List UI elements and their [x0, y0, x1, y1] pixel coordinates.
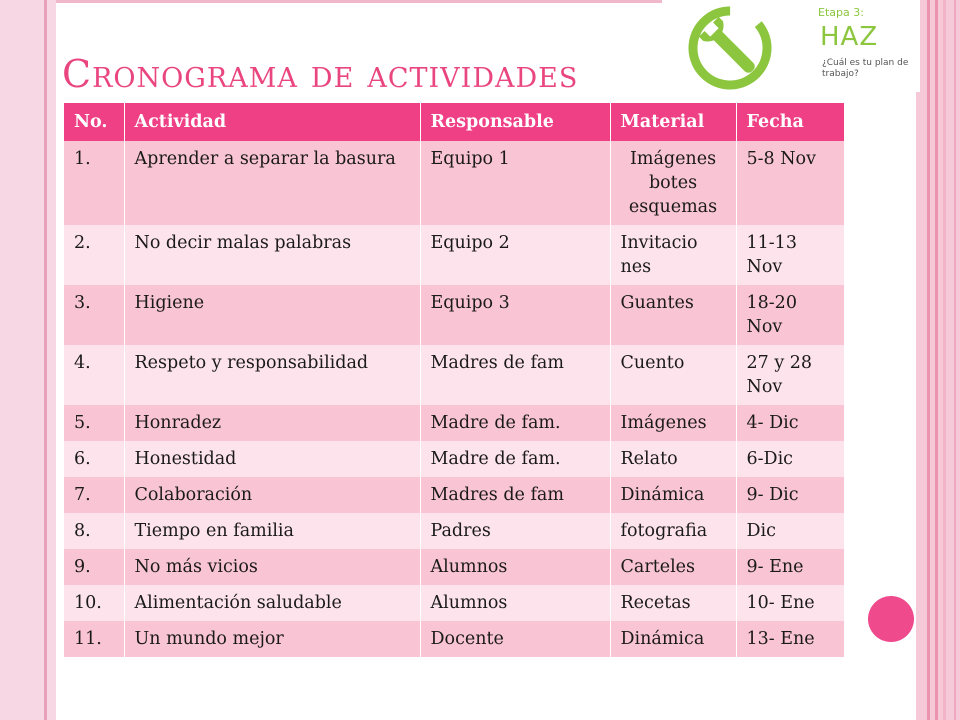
cell-material: Dinámica	[610, 621, 736, 657]
cell-material: Carteles	[610, 549, 736, 585]
cell-actividad: No más vicios	[124, 549, 420, 585]
stripe-line	[927, 0, 930, 720]
decorative-circle	[868, 596, 914, 642]
cell-responsable: Madre de fam.	[420, 405, 610, 441]
cell-material: Invitacio nes	[610, 225, 736, 285]
cell-responsable: Alumnos	[420, 585, 610, 621]
header-material: Material	[610, 103, 736, 141]
header-fecha: Fecha	[736, 103, 844, 141]
cell-fecha: 27 y 28 Nov	[736, 345, 844, 405]
table-row	[64, 405, 844, 441]
cell-no: 4.	[64, 345, 124, 405]
cell-responsable: Madres de fam	[420, 345, 610, 405]
cell-no: 8.	[64, 513, 124, 549]
cell-fecha: 10- Ene	[736, 585, 844, 621]
cell-actividad: Colaboración	[124, 477, 420, 513]
cell-no: 9.	[64, 549, 124, 585]
slide-title: Cronograma de actividades	[62, 52, 579, 96]
table-row	[64, 225, 844, 285]
cell-material: Guantes	[610, 285, 736, 345]
cell-responsable: Equipo 2	[420, 225, 610, 285]
table-row	[64, 549, 844, 585]
cell-fecha: 6-Dic	[736, 441, 844, 477]
cell-material: Imágenes	[610, 405, 736, 441]
table-row	[64, 285, 844, 345]
haz-logo	[662, 0, 920, 92]
cell-actividad: Tiempo en familia	[124, 513, 420, 549]
cell-no: 2.	[64, 225, 124, 285]
stripe-line	[943, 0, 946, 720]
cell-responsable: Equipo 3	[420, 285, 610, 345]
table-row	[64, 621, 844, 657]
cell-responsable: Alumnos	[420, 549, 610, 585]
cell-fecha: 5-8 Nov	[736, 141, 844, 225]
cell-actividad: Alimentación saludable	[124, 585, 420, 621]
logo-stage-label: Etapa 3:	[818, 6, 864, 19]
table-row	[64, 441, 844, 477]
stripe-line	[935, 0, 938, 720]
table-header-row	[64, 103, 844, 141]
cell-material: Cuento	[610, 345, 736, 405]
cell-fecha: 4- Dic	[736, 405, 844, 441]
cell-material: Relato	[610, 441, 736, 477]
schedule-table	[64, 103, 845, 657]
right-decorative-stripes	[916, 0, 960, 720]
left-decorative-line	[44, 0, 47, 720]
header-actividad: Actividad	[124, 103, 420, 141]
cell-actividad: Honestidad	[124, 441, 420, 477]
table-row	[64, 585, 844, 621]
cell-no: 5.	[64, 405, 124, 441]
cell-fecha: 11-13 Nov	[736, 225, 844, 285]
cell-fecha: 18-20 Nov	[736, 285, 844, 345]
wrench-icon	[670, 4, 810, 90]
cell-no: 10.	[64, 585, 124, 621]
logo-name: HAZ	[820, 22, 879, 52]
cell-fecha: Dic	[736, 513, 844, 549]
cell-no: 11.	[64, 621, 124, 657]
cell-actividad: Un mundo mejor	[124, 621, 420, 657]
cell-material: Dinámica	[610, 477, 736, 513]
cell-actividad: Honradez	[124, 405, 420, 441]
stripe-line	[954, 0, 956, 720]
cell-responsable: Docente	[420, 621, 610, 657]
cell-material: Imágenes botes esquemas	[610, 141, 736, 225]
table-row	[64, 477, 844, 513]
cell-fecha: 9- Ene	[736, 549, 844, 585]
table-row	[64, 141, 844, 225]
cell-fecha: 9- Dic	[736, 477, 844, 513]
header-responsable: Responsable	[420, 103, 610, 141]
cell-no: 3.	[64, 285, 124, 345]
cell-actividad: No decir malas palabras	[124, 225, 420, 285]
cell-actividad: Respeto y responsabilidad	[124, 345, 420, 405]
logo-question: ¿Cuál es tu plan de trabajo?	[822, 58, 909, 79]
cell-fecha: 13- Ene	[736, 621, 844, 657]
cell-no: 1.	[64, 141, 124, 225]
left-decorative-band	[0, 0, 56, 720]
cell-responsable: Madres de fam	[420, 477, 610, 513]
cell-material: fotografia	[610, 513, 736, 549]
cell-no: 6.	[64, 441, 124, 477]
table-row	[64, 345, 844, 405]
cell-material: Recetas	[610, 585, 736, 621]
cell-actividad: Higiene	[124, 285, 420, 345]
table-row	[64, 513, 844, 549]
cell-actividad: Aprender a separar la basura	[124, 141, 420, 225]
cell-responsable: Equipo 1	[420, 141, 610, 225]
cell-no: 7.	[64, 477, 124, 513]
header-no: No.	[64, 103, 124, 141]
cell-responsable: Madre de fam.	[420, 441, 610, 477]
cell-responsable: Padres	[420, 513, 610, 549]
